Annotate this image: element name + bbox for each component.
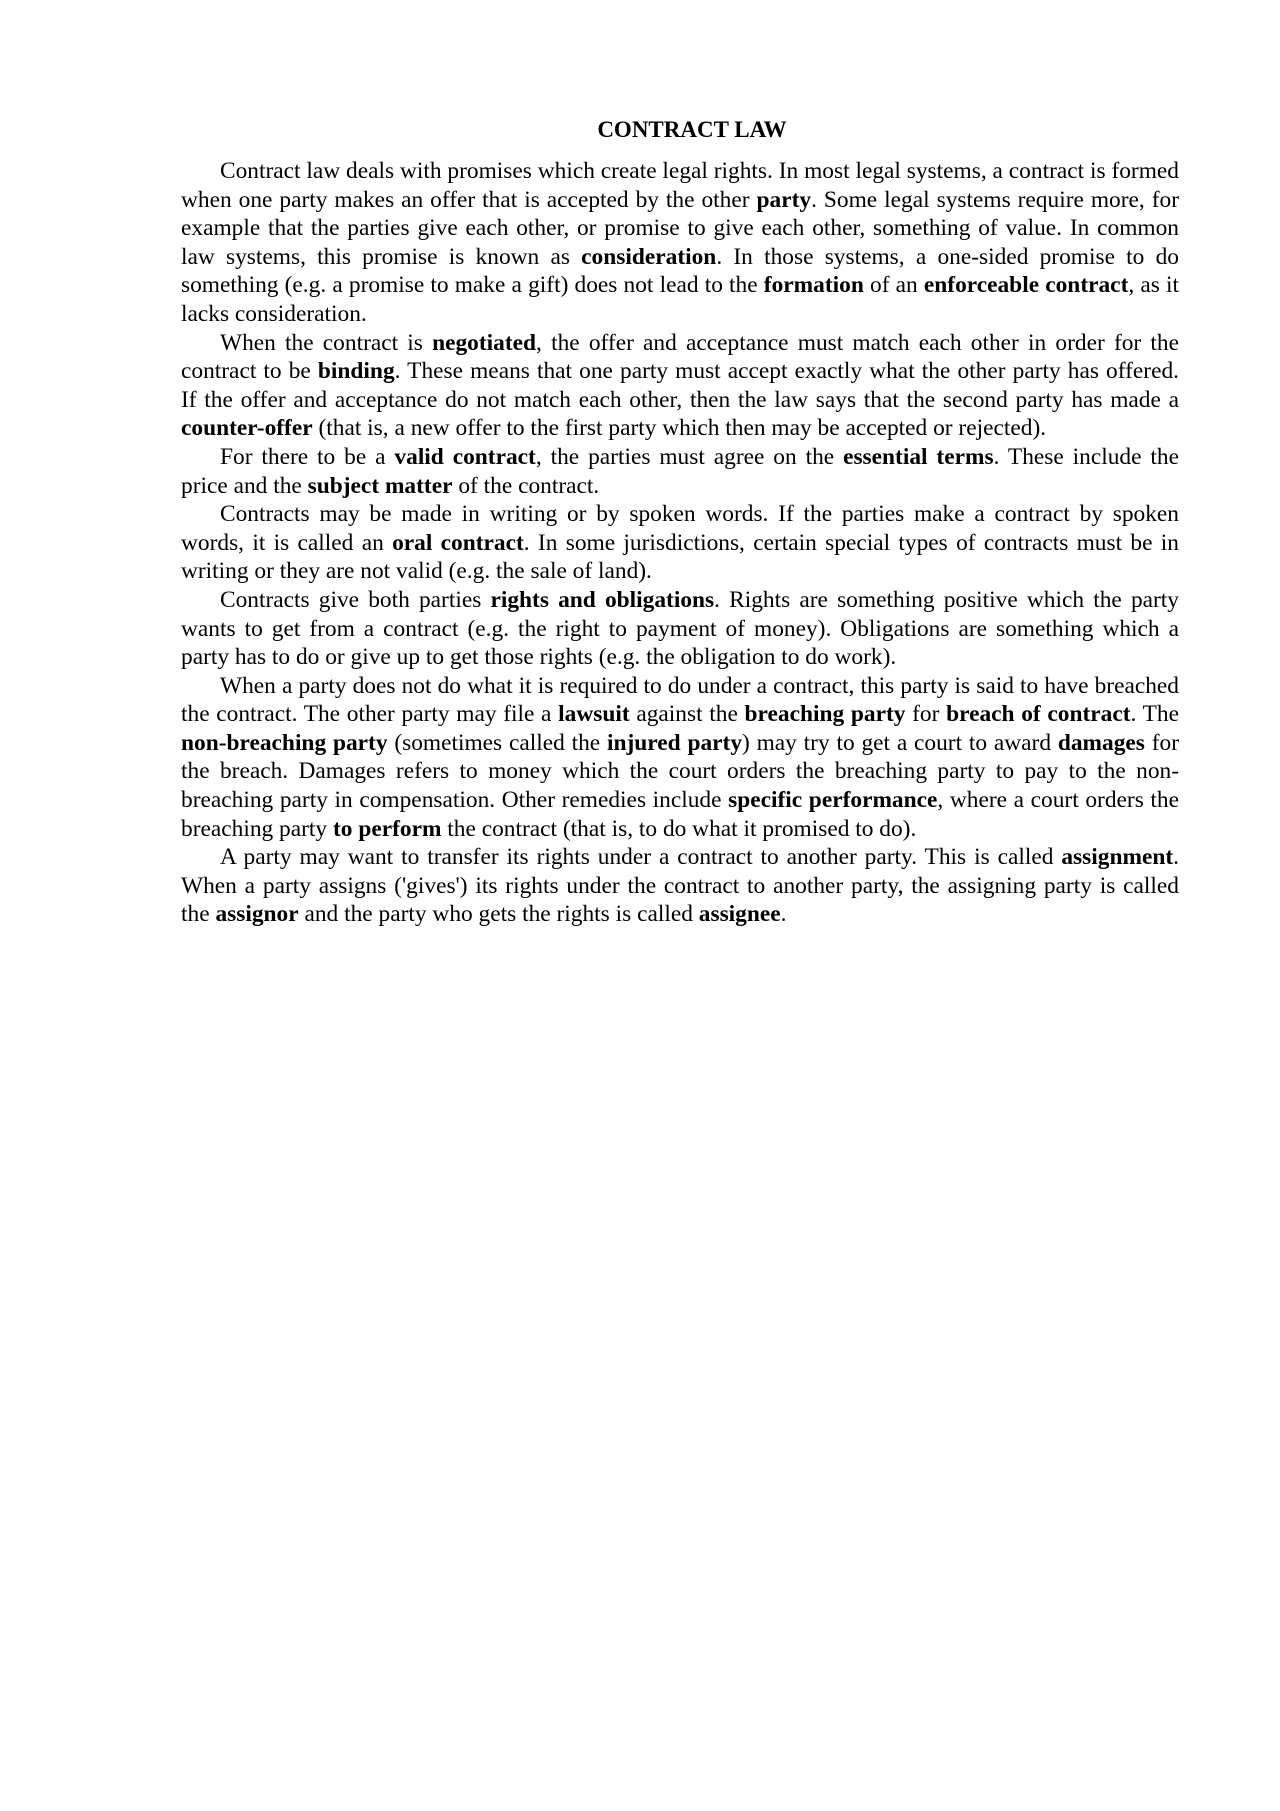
paragraph-oral-contract (181, 500, 1179, 586)
bold-term: assignee (698, 901, 781, 928)
text-run: . When a party assigns ('gives') its rights under the contract to another party, the assigning party is called the (181, 844, 1179, 928)
bold-term: breaching party (744, 701, 906, 728)
text-run: . In those systems, a one-sided promise to do something (e.g. a promise to make a gift) does not lead to the (181, 243, 1179, 299)
text-run: , the parties must agree on the (535, 443, 844, 470)
text-run: against the (629, 701, 745, 728)
bold-term: subject matter (307, 472, 453, 499)
text-run: of the contract. (452, 472, 600, 499)
bold-term: lawsuit (558, 701, 630, 728)
text-run: Contracts give both parties (220, 586, 491, 613)
paragraph-assignment (181, 843, 1179, 929)
text-run: When the contract is (220, 329, 433, 356)
bold-term: assignment (1061, 844, 1174, 871)
paragraph-formation (181, 157, 1179, 329)
text-run: ) may try to get a court to award (742, 729, 1058, 756)
text-run: the contract (that is, to do what it promised to do). (441, 815, 917, 842)
bold-term: binding (317, 358, 395, 385)
bold-term: party (756, 186, 812, 213)
text-run: , the offer and acceptance must match each other in order for the contract to be (181, 329, 1179, 385)
text-run: (sometimes called the (387, 729, 607, 756)
text-run: For there to be a (220, 443, 395, 470)
text-run: . The (1130, 701, 1180, 728)
text-run: . Rights are something positive which the party wants to get from a contract (e.g. the right to payment of money). Obligations are something which a party has to do or give up to get those rights (e.g. the obligation to do work). (181, 586, 1180, 671)
bold-term: oral contract (392, 529, 524, 556)
bold-term: damages (1057, 729, 1145, 756)
bold-term: specific performance (728, 787, 938, 814)
text-run: . Some legal systems require more, for example that the parties give each other, or promise to give each other, something of value. In common law systems, this promise is known as (181, 186, 1179, 270)
bold-term: injured party (606, 729, 743, 756)
paragraph-rights-obligations (181, 586, 1179, 672)
text-run: Contract law deals with promises which create legal rights. In most legal systems, a contract is formed when one party makes an offer that is accepted by the other (181, 158, 1179, 213)
bold-term: essential terms (843, 443, 994, 470)
text-run: When a party does not do what it is required to do under a contract, this party is said to have breached the contract. The other party may file a (181, 672, 1179, 728)
text-run: , as it lacks consideration. (181, 272, 1180, 327)
bold-term: assignor (215, 901, 299, 928)
text-run: . These means that one party must accept exactly what the other party has offered. If the offer and acceptance do not match each other, then the law says that the second party has made a (181, 358, 1180, 413)
bold-term: rights and obligations (490, 586, 715, 613)
text-run: and the party who gets the rights is called (298, 901, 699, 928)
bold-term: counter-offer (181, 415, 313, 442)
text-run: . These include the price and the (181, 443, 1179, 499)
text-run: (that is, a new offer to the first party which then may be accepted or rejected). (312, 415, 1047, 442)
bold-term: enforceable contract (923, 272, 1129, 299)
paragraph-breach (181, 672, 1179, 844)
bold-term: breach of contract (946, 701, 1131, 728)
paragraph-negotiation (181, 329, 1179, 443)
text-run: . (780, 901, 787, 928)
bold-term: negotiated (432, 329, 537, 356)
document-body (181, 115, 1179, 929)
bold-term: to perform (332, 815, 442, 842)
text-run: , where a court orders the breaching party (181, 787, 1179, 842)
text-run: A party may want to transfer its rights under a contract to another party. This is called (220, 844, 1062, 871)
bold-term: consideration (581, 243, 717, 270)
bold-term: formation (763, 272, 864, 299)
bold-term: non-breaching party (181, 729, 388, 756)
text-run: of an (863, 272, 924, 299)
text-run: for the breach. Damages refers to money which the court orders the breaching party to pay to the non-breaching party in compensation. Other remedies include (181, 729, 1179, 814)
paragraph-valid-contract (181, 443, 1179, 500)
bold-term: valid contract (394, 443, 536, 470)
text-run: Contracts may be made in writing or by spoken words. If the parties make a contract by spoken words, it is called an (181, 501, 1179, 556)
text-run: for (905, 701, 947, 728)
text-run: . In some jurisdictions, certain special types of contracts must be in writing or they are not valid (e.g. the sale of land). (181, 529, 1179, 585)
page-title: CONTRACT LAW (597, 117, 787, 142)
